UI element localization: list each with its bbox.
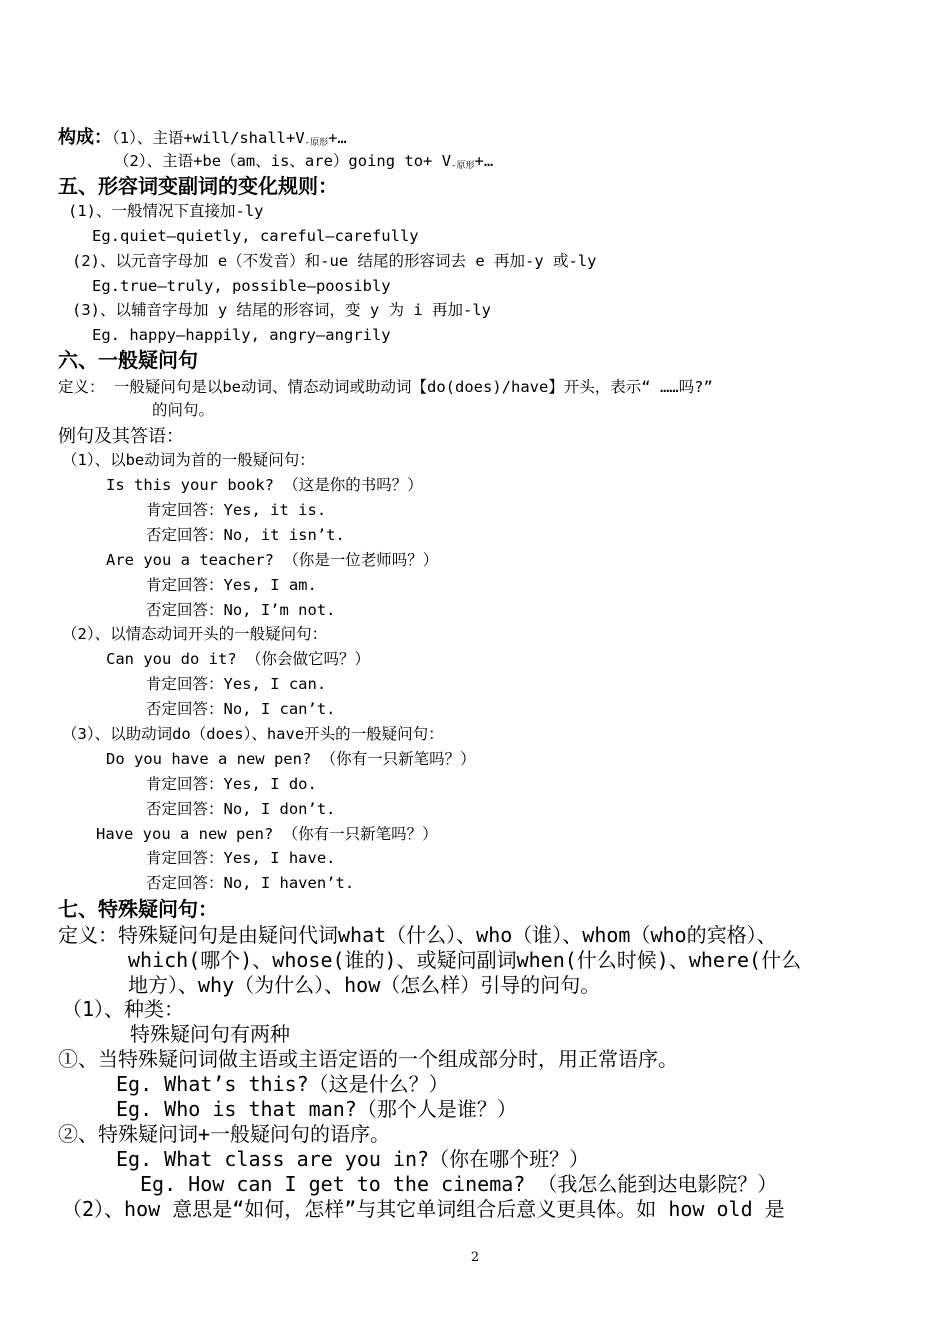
question-5: Have you a new pen? （你有一只新笔吗？） [96, 825, 438, 843]
section-6-sub-3: （3）、以助动词do（does）、have开头的一般疑问句： [62, 725, 444, 743]
section-7-definition-3: 地方）、why（为什么）、how（怎么样）引导的问句。 [128, 973, 601, 997]
section-5-rule-1: (1)、一般情况下直接加-ly [68, 202, 264, 220]
formation-line-2 [114, 153, 493, 171]
question-4-no: 否定回答：No, I don’t. [146, 800, 336, 818]
question-5-no: 否定回答：No, I haven’t. [146, 874, 355, 892]
section-6-examples-heading: 例句及其答语： [58, 426, 184, 447]
section-6-definition-2: 的问句。 [152, 401, 215, 419]
question-4: Do you have a new pen? （你有一只新笔吗？） [106, 750, 476, 768]
section-6-sub-1: （1）、以be动词为首的一般疑问句： [62, 451, 315, 469]
section-7-kinds: （1）、种类： [62, 997, 185, 1021]
section-7-definition-1: 定义：特殊疑问句是由疑问代词what（什么）、who（谁）、whom（who的宾格）、 [58, 923, 777, 947]
formation-line-2-end: +… [474, 152, 494, 170]
formation-line-1-text: （1）、主语+will/shall+V [112, 129, 305, 147]
question-5-yes: 肯定回答：Yes, I have. [146, 849, 336, 867]
formation-line-1 [58, 128, 347, 149]
section-5-rule-2: (2)、以元音字母加 e（不发音）和-ue 结尾的形容词去 e 再加-y 或-ly [72, 252, 597, 270]
question-2-no: 否定回答：No, I’m not. [146, 601, 336, 619]
section-6-sub-2: （2）、以情态动词开头的一般疑问句： [62, 625, 328, 643]
section-7-kind-2-eg-1: Eg. What class are you in?（你在哪个班？） [116, 1147, 590, 1171]
section-5-eg-2: Eg.true—truly, possible—poosibly [92, 277, 391, 295]
question-1: Is this your book? （这是你的书吗？） [106, 476, 423, 494]
section-7-how-line: （2）、how 意思是“如何，怎样”与其它单词组合后意义更具体。如 how old 是 [62, 1197, 785, 1221]
page-number: 2 [470, 1250, 480, 1265]
question-1-yes: 肯定回答：Yes, it is. [146, 501, 327, 519]
section-7-kind-1: ①、当特殊疑问词做主语或主语定语的一个组成部分时，用正常语序。 [58, 1047, 678, 1071]
question-3-no: 否定回答：No, I can’t. [146, 700, 336, 718]
formation-line-1-end: +… [328, 129, 347, 147]
section-7-title: 七、特殊疑问句： [58, 897, 218, 921]
section-7-kind-1-eg-1: Eg. What’s this?（这是什么？） [116, 1072, 449, 1096]
formation-line-2-sub: -原形 [451, 161, 475, 171]
section-7-definition-2: which(哪个)、whose(谁的)、或疑问副词when(什么时候)、where(什么 [128, 948, 802, 972]
formation-line-1-sub: -原形 [304, 138, 329, 148]
section-7-kind-1-eg-2: Eg. Who is that man?（那个人是谁？） [116, 1097, 517, 1121]
question-2-yes: 肯定回答：Yes, I am. [146, 576, 317, 594]
formation-label: 构成： [58, 127, 112, 148]
question-2: Are you a teacher? （你是一位老师吗？） [106, 551, 439, 569]
section-6-title: 六、一般疑问句 [58, 348, 198, 372]
section-7-kind-2-eg-2: Eg. How can I get to the cinema? （我怎么能到达电影院？） [140, 1172, 778, 1196]
section-7-two-kinds: 特殊疑问句有两种 [130, 1022, 290, 1046]
section-5-rule-3: (3)、以辅音字母加 y 结尾的形容词，变 y 为 i 再加-ly [72, 301, 491, 319]
formation-line-2-text: （2）、主语+be（am、is、are）going to+ V [114, 152, 452, 170]
section-5-eg-3: Eg. happy—happily, angry—angrily [92, 326, 391, 344]
section-5-title: 五、形容词变副词的变化规则： [58, 174, 338, 198]
question-4-yes: 肯定回答：Yes, I do. [146, 775, 317, 793]
section-6-definition-1: 定义： 一般疑问句是以be动词、情态动词或助动词【do(does)/have】开头，表示“ ……吗?” [58, 378, 713, 396]
section-5-eg-1: Eg.quiet—quietly, careful—carefully [92, 227, 419, 245]
question-1-no: 否定回答：No, it isn’t. [146, 526, 345, 544]
question-3: Can you do it? （你会做它吗？） [106, 650, 370, 668]
question-3-yes: 肯定回答：Yes, I can. [146, 675, 327, 693]
section-7-kind-2: ②、特殊疑问词+一般疑问句的语序。 [58, 1122, 391, 1146]
